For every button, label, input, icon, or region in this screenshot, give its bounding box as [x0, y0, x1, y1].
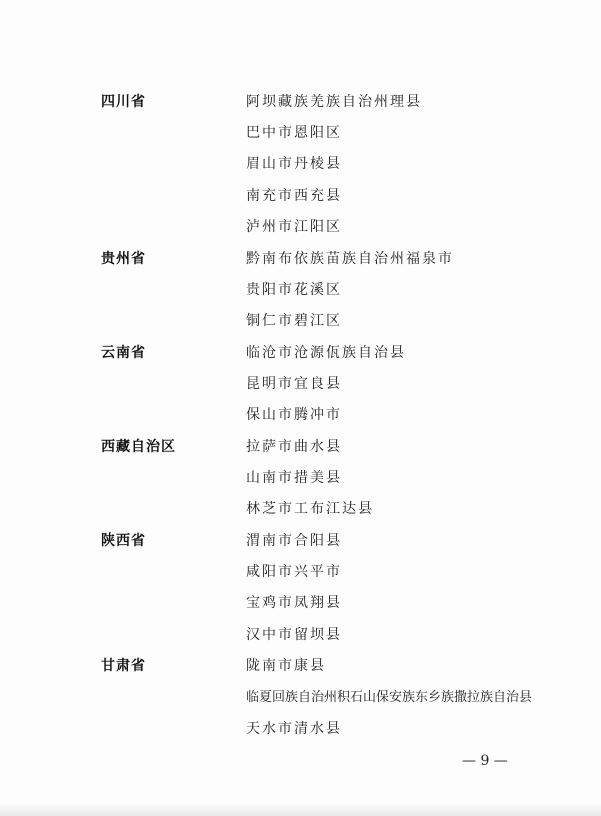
place-item: 拉萨市曲水县 [246, 439, 342, 455]
province-label: 甘肃省 [101, 658, 146, 674]
place-item: 眉山市丹棱县 [246, 156, 342, 172]
place-item: 南充市西充县 [246, 188, 342, 204]
place-item: 黔南布依族苗族自治州福泉市 [246, 251, 454, 267]
province-label: 陕西省 [101, 533, 146, 549]
place-item: 昆明市宜良县 [246, 376, 342, 392]
place-item: 泸州市江阳区 [246, 219, 342, 235]
place-item: 保山市腾冲市 [246, 407, 342, 423]
page-edge-shadow [0, 802, 601, 816]
place-item: 天水市清水县 [246, 721, 342, 737]
province-label: 西藏自治区 [101, 439, 176, 455]
place-item: 山南市措美县 [246, 470, 342, 486]
province-label: 云南省 [101, 345, 146, 361]
province-label: 四川省 [101, 94, 146, 110]
province-label: 贵州省 [101, 251, 146, 267]
place-item: 铜仁市碧江区 [246, 313, 342, 329]
place-item: 临夏回族自治州积石山保安族东乡族撒拉族自治县 [246, 690, 533, 705]
page-number: — 9 — [462, 753, 508, 769]
place-item: 临沧市沧源佤族自治县 [246, 345, 406, 361]
place-item: 渭南市合阳县 [246, 533, 342, 549]
place-item: 汉中市留坝县 [246, 627, 342, 643]
place-item: 宝鸡市凤翔县 [246, 595, 342, 611]
place-item: 阿坝藏族羌族自治州理县 [246, 94, 422, 110]
place-item: 陇南市康县 [246, 658, 326, 674]
place-item: 巴中市恩阳区 [246, 125, 342, 141]
place-item: 咸阳市兴平市 [246, 564, 342, 580]
place-item: 林芝市工布江达县 [246, 501, 374, 517]
place-item: 贵阳市花溪区 [246, 282, 342, 298]
